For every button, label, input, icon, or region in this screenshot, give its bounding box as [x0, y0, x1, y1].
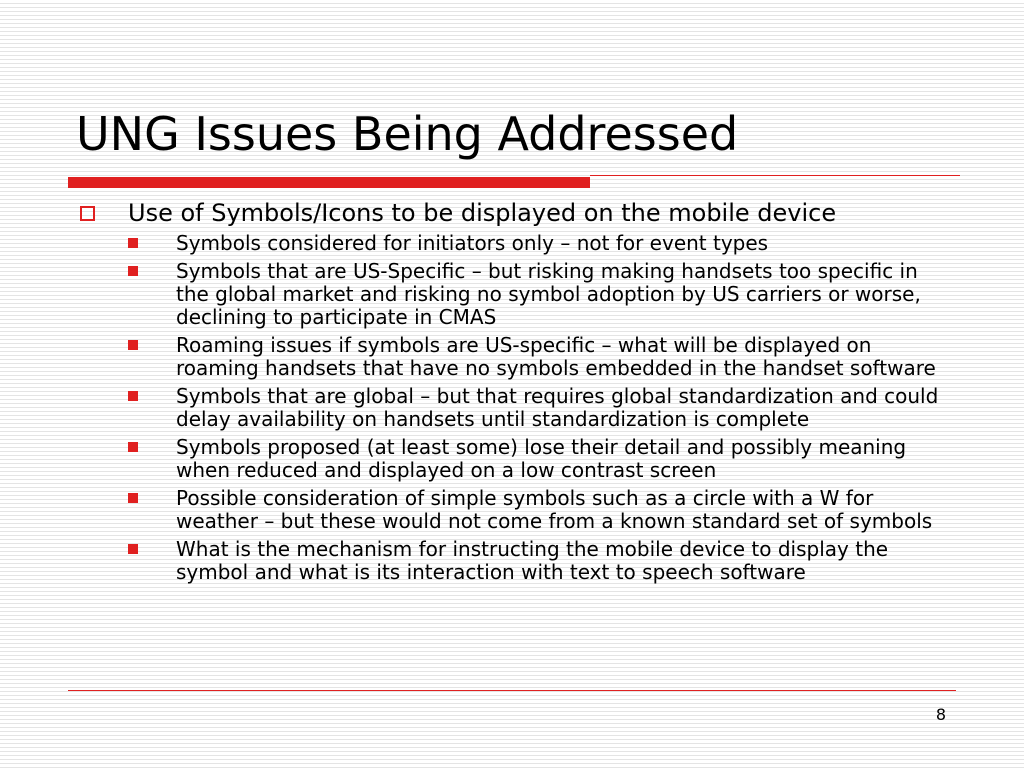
sub-bullet-text: What is the mechanism for instructing the mobile device to display the symbol and what is its interaction with text to speech software [176, 537, 889, 584]
sub-bullet-text: Symbols that are global – but that requires global standardization and could delay availability on handsets until standardization is complete [176, 384, 939, 431]
main-bullet-text: Use of Symbols/Icons to be displayed on the mobile device [128, 199, 837, 227]
title-underline-bar [68, 177, 590, 188]
sub-bullet [128, 334, 948, 380]
filled-square-bullet-icon [128, 391, 138, 401]
title-underline-rule [590, 175, 960, 176]
sub-bullet [128, 487, 948, 533]
sub-bullet-text: Roaming issues if symbols are US-specific – what will be displayed on roaming handsets that have no symbols embedded in the handset software [176, 333, 936, 380]
slide-title: UNG Issues Being Addressed [76, 107, 739, 161]
page-number: 8 [935, 705, 946, 724]
sub-bullet-text: Possible consideration of simple symbols such as a circle with a W for weather – but these would not come from a known standard set of symbols [176, 486, 933, 533]
sub-bullet-text: Symbols proposed (at least some) lose their detail and possibly meaning when reduced and displayed on a low contrast screen [176, 435, 907, 482]
filled-square-bullet-icon [128, 493, 138, 503]
sub-bullet-list [128, 232, 948, 589]
filled-square-bullet-icon [128, 340, 138, 350]
filled-square-bullet-icon [128, 442, 138, 452]
filled-square-bullet-icon [128, 266, 138, 276]
bullet-list [76, 198, 996, 228]
sub-bullet [128, 436, 948, 482]
main-bullet [76, 198, 996, 228]
sub-bullet [128, 385, 948, 431]
sub-bullet-text: Symbols considered for initiators only – not for event types [176, 231, 769, 255]
filled-square-bullet-icon [128, 238, 138, 248]
sub-bullet [128, 538, 948, 584]
sub-bullet [128, 260, 948, 329]
footer-rule [68, 690, 956, 691]
sub-bullet-text: Symbols that are US-Specific – but risking making handsets too specific in the global market and risking no symbol adoption by US carriers or worse, declining to participate in CMAS [176, 259, 921, 329]
hollow-square-bullet-icon [80, 206, 95, 221]
sub-bullet [128, 232, 948, 255]
filled-square-bullet-icon [128, 544, 138, 554]
